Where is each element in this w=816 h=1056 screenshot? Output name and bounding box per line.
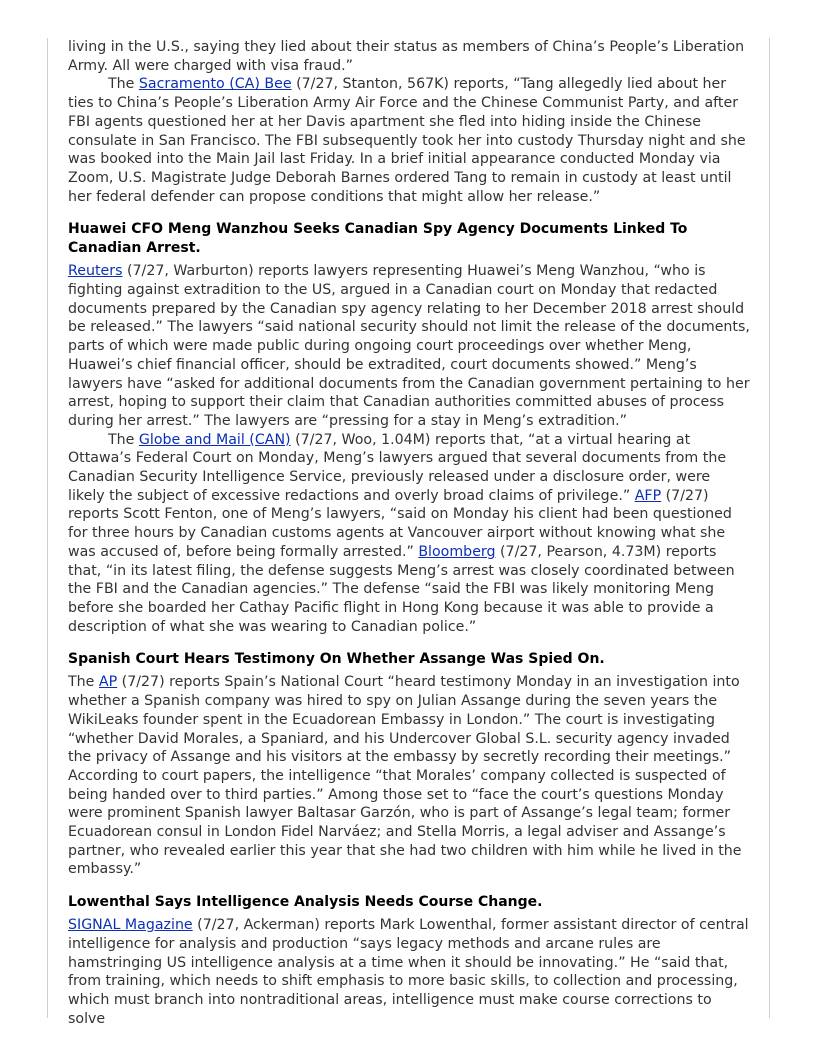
article-paragraph <box>68 916 750 1028</box>
source-link-globe-and-mail[interactable]: Globe and Mail (CAN) <box>138 431 291 448</box>
source-link-signal-magazine[interactable]: SIGNAL Magazine <box>68 917 193 934</box>
paragraph-text: The <box>108 76 139 93</box>
paragraph-text: (7/27, Pearson, 4.73M) reports that, “in its latest filing, the defense suggests Meng’s arrest was closely coordinated between the FBI and the Canadian agencies.” The defense “said the FBI was likely monitoring Meng before she boarded her Cathay Pacific flight in Hong Kong because it was able to provide a description of what she was wearing to Canadian police.” <box>68 543 735 635</box>
document-content <box>68 38 750 1028</box>
paragraph-text: (7/27) reports Scott Fenton, one of Meng’s lawyers, “said on Monday his client had been questioned for three hours by Canadian customs agents at Vancouver airport without knowing what she was accused of, before being formally arrested.” <box>68 487 732 560</box>
article-headline: Lowenthal Says Intelligence Analysis Needs Course Change. <box>68 894 543 911</box>
source-link-bloomberg[interactable]: Bloomberg <box>418 543 496 560</box>
article-headline: Huawei CFO Meng Wanzhou Seeks Canadian Spy Agency Documents Linked To Canadian Arrest. <box>68 221 688 257</box>
document-page <box>47 38 770 1027</box>
paragraph-text: (7/27, Stanton, 567K) reports, “Tang allegedly lied about her ties to China’s People’s Liberation Army Air Force and the Chinese Communist Party, and after FBI agents questioned her at her Davis apartment she fled into hiding inside the Chinese consulate in San Francisco. The FBI subsequently took her into custody Thursday night and she was booked into the Main Jail last Friday. In a brief initial appearance conducted Monday via Zoom, U.S. Magistrate Judge Deborah Barnes ordered Tang to remain in custody at least until her federal defender can propose conditions that might allow her release.” <box>68 76 746 205</box>
source-link-sacramento-bee[interactable]: Sacramento (CA) Bee <box>138 76 292 93</box>
source-link-afp[interactable]: AFP <box>634 487 662 504</box>
paragraph-text: The <box>68 674 99 691</box>
paragraph-text: (7/27, Woo, 1.04M) reports that, “at a virtual hearing at Ottawa’s Federal Court on Monday, Meng’s lawyers argued that several documents from the Canadian Security Intelligence Service, previously released under a disclosure order, were likely the subject of excessive redactions and overly broad claims of privilege.” <box>68 431 727 504</box>
article-paragraph: living in the U.S., saying they lied about their status as members of China’s People’s Liberation Army. All were charged with visa fraud.” <box>68 39 745 74</box>
article-paragraph <box>68 673 750 879</box>
article-headline: Spanish Court Hears Testimony On Whether Assange Was Spied On. <box>68 651 605 668</box>
paragraph-text: (7/27, Warburton) reports lawyers representing Huawei’s Meng Wanzhou, “who is fighting against extradition to the US, argued in a Canadian court on Monday that redacted documents prepared by the Canadian spy agency relating to her December 2018 arrest should be released.” The lawyers “said national security should not limit the release of the documents, parts of which were made public during ongoing court proceedings over whether Meng, Huawei’s chief financial officer, should be extradited, court documents showed.” Meng’s lawyers have “asked for additional documents from the Canadian government pertaining to her arrest, hoping to support their claim that Canadian authorities committed abuses of process during her arrest.” The lawyers are “pressing for a stay in Meng’s extradition.” <box>68 263 750 429</box>
article-paragraph <box>68 431 750 637</box>
article-paragraph <box>68 262 750 430</box>
source-link-ap[interactable]: AP <box>98 674 118 691</box>
paragraph-text: The <box>108 431 139 448</box>
article-paragraph <box>68 75 750 206</box>
source-link-reuters[interactable]: Reuters <box>68 263 123 280</box>
paragraph-text: (7/27, Ackerman) reports Mark Lowenthal, former assistant director of central intelligence for analysis and production “says legacy methods and arcane rules are hamstringing US intelligence analysis at a time when it should be innovating.” He “said that, from training, which needs to shift emphasis to more basic skills, to collection and processing, which must branch into nontraditional areas, intelligence must make course corrections to solve <box>68 917 749 1027</box>
paragraph-text: (7/27) reports Spain’s National Court “heard testimony Monday in an investigation into whether a Spanish company was hired to spy on Julian Assange during the seven years the WikiLeaks founder spent in the Ecuadorean Embassy in London.” The court is investigating “whether David Morales, a Spaniard, and his Undercover Global S.L. security agency invaded the privacy of Assange and his visitors at the embassy by secretly recording their meetings.” According to court papers, the intelligence “that Morales’ company collected is suspected of being handed over to third parties.” Among those set to “face the court’s questions Monday were prominent Spanish lawyer Baltasar Garzón, who is part of Assange’s legal team; former Ecuadorean consul in London Fidel Narváez; and Stella Morris, a legal adviser and Assange’s partner, who revealed earlier this year that she had two children with him while he lived in the embassy.” <box>68 674 742 878</box>
